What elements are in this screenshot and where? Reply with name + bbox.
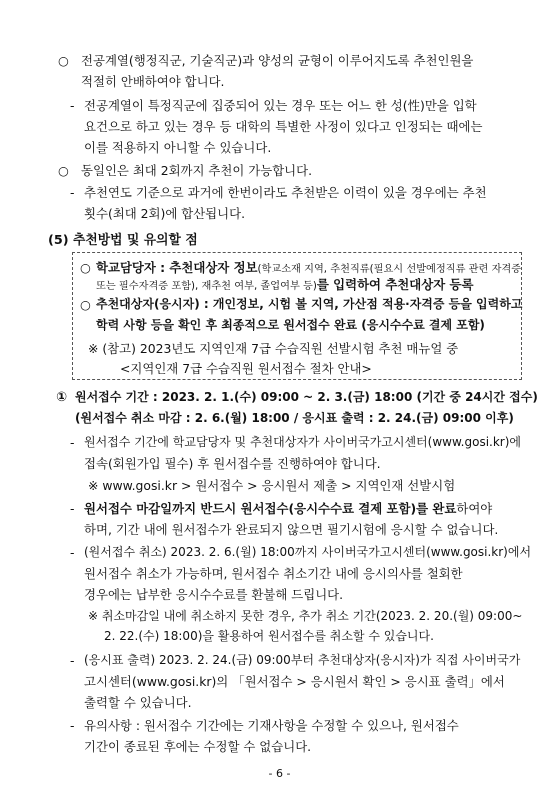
dash-marker: -	[70, 653, 75, 668]
paragraph-line: 하며, 기간 내에 원서접수가 완료되지 않으면 필기시험에 응시할 수 없습니다.	[84, 522, 499, 537]
dash-marker: -	[70, 435, 75, 450]
paragraph-line: 출력할 수 있습니다.	[84, 695, 192, 710]
paragraph-line: 고시센터(www.gosi.kr)의 「원서접수 > 응시원서 확인 > 응시표 출력」에서	[84, 674, 505, 689]
box-note-line: <지역인재 7급 수습직원 원서접수 절차 안내>	[120, 361, 372, 376]
paragraph-line: 기간이 종료된 후에는 수정할 수 없습니다.	[84, 739, 312, 754]
page-number: - 6 -	[268, 767, 291, 780]
dash-marker: -	[70, 545, 75, 560]
paragraph-line: (원서접수 취소) 2023. 2. 6.(월) 18:00까지 사이버국가고시센터(www.gosi.kr)에서	[84, 545, 532, 559]
paragraph-line: (응시표 출력) 2023. 2. 24.(금) 09:00부터 추천대상자(응시자)가 직접 사이버국가	[84, 653, 521, 667]
paragraph-line: 횟수(최대 2회)에 합산됩니다.	[84, 206, 246, 221]
bullet-circle: ○	[80, 297, 91, 312]
paragraph-line: ※ www.gosi.kr > 원서접수 > 응시원서 제출 > 지역인재 선발시험	[88, 478, 456, 493]
paragraph-line: 원서접수 기간에 학교담당자 및 추천대상자가 사이버국가고시센터(www.gosi.kr)에	[84, 435, 522, 449]
bold-text: 원서접수 마감일까지 반드시 원서접수(응시수수료 결제 포함)를 완료	[84, 501, 457, 516]
paragraph-line: 접속(회원가입 필수) 후 원서접수를 진행하여야 합니다.	[84, 456, 381, 471]
item-number: ①	[56, 390, 68, 405]
dash-marker: -	[70, 98, 75, 113]
paragraph-line: 추천연도 기준으로 과거에 한번이라도 추천받은 이력이 있을 경우에는 추천	[84, 185, 487, 200]
paragraph-line: 원서접수 취소가 가능하며, 원서접수 취소기간 내에 응시의사를 철회한	[84, 566, 463, 581]
dash-marker: -	[70, 501, 75, 516]
item-heading-line: 원서접수 기간 : 2023. 2. 1.(수) 09:00 ~ 2. 3.(금) 18:00 (기간 중 24시간 접수)	[75, 390, 538, 404]
paragraph-line: 전공계열이 특정직군에 집중되어 있는 경우 또는 어느 한 성(性)만을 입학	[84, 98, 477, 113]
paragraph-line: 전공계열(행정직군, 기술직군)과 양성의 균형이 이루어지도록 추천인원을	[81, 53, 474, 68]
paragraph-line: 2. 22.(수) 18:00)을 활용하여 원서접수를 취소할 수 있습니다.	[104, 629, 434, 643]
box-item-line: 학력 사항 등을 확인 후 최종적으로 원서접수 완료 (응시수수료 결제 포함)	[96, 318, 485, 332]
bullet-circle: ○	[80, 260, 91, 275]
box-item-bold: 학교담당자 : 추천대상자 정보	[96, 260, 258, 275]
section-title: (5) 추천방법 및 유의할 점	[48, 233, 198, 248]
paragraph-line: 이를 적용하지 아니할 수 있습니다.	[84, 140, 272, 155]
paragraph-line: 동일인은 최대 2회까지 추천이 가능합니다.	[81, 163, 313, 178]
dash-marker: -	[70, 718, 75, 733]
box-item-small: 또는 필수자격증 포함), 재추천 여부, 졸업여부 등)	[96, 281, 317, 292]
box-item-small: (학교소재 지역, 추천직류(필요시 선발예정직류 관련 자격증	[257, 264, 522, 275]
paragraph-line: 경우에는 납부한 응시수수료를 환불해 드립니다.	[84, 587, 344, 602]
paragraph-line	[84, 500, 492, 517]
dash-marker: -	[70, 185, 75, 200]
bullet-circle: ○	[58, 53, 69, 68]
box-note-line: ※ (참고) 2023년도 지역인재 7급 수습직원 선발시험 추천 매뉴얼 중	[88, 341, 459, 356]
paragraph-line: ※ 취소마감일 내에 취소하지 못한 경우, 추가 취소 기간(2023. 2. 20.(월) 09:00~	[88, 609, 523, 623]
box-item-line: 추천대상자(응시자) : 개인정보, 시험 볼 지역, 가산점 적용·자격증 등을 입력하고	[96, 297, 523, 311]
box-item-line	[96, 276, 473, 295]
paragraph-line: 유의사항 : 원서접수 기간에는 기재사항을 수정할 수 있으나, 원서접수	[84, 718, 459, 733]
item-heading-line: (원서접수 취소 마감 : 2. 6.(월) 18:00 / 응시표 출력 : 2. 24.(금) 09:00 이후)	[75, 411, 514, 425]
bullet-circle: ○	[58, 163, 69, 178]
paragraph-line: 적절히 안배하여야 합니다.	[81, 74, 225, 89]
paragraph-line: 요건으로 하고 있는 경우 등 대학의 특별한 사정이 있다고 인정되는 때에는	[84, 119, 483, 134]
plain-text: 하여야	[456, 501, 493, 516]
box-item-bold: 를 입력하여 추천대상자 등록	[316, 277, 474, 292]
